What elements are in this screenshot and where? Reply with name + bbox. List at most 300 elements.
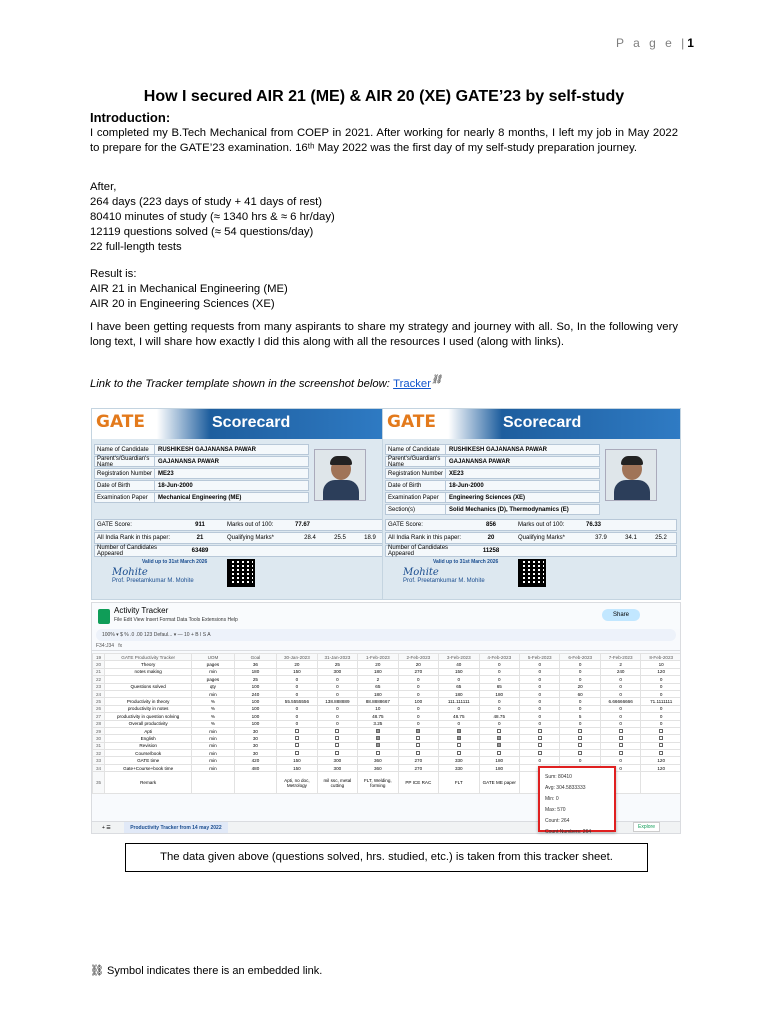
checkbox-cell[interactable]	[398, 750, 438, 757]
checkbox[interactable]	[619, 751, 623, 755]
value-cell[interactable]: 0	[519, 698, 559, 705]
validity: Valid up to 31st March 2026	[142, 559, 208, 565]
share-button[interactable]: Share	[602, 609, 640, 621]
popup-avg[interactable]: Avg: 304.5833333	[545, 785, 586, 791]
date-header: 2-Feb-2023	[398, 654, 438, 661]
checkbox[interactable]	[295, 743, 299, 747]
value-cell[interactable]: 10	[641, 661, 681, 668]
remark-cell[interactable]: GATE ME paper	[479, 772, 519, 794]
table-row: 33 GATE time min 420 150 300 360 270 330 180 0 0 0 120	[93, 757, 682, 764]
checkbox-cell[interactable]	[439, 742, 479, 749]
value-cell[interactable]: 0	[600, 713, 640, 720]
link-line-text: Link to the Tracker template shown in the screenshot below:	[90, 377, 394, 390]
checkbox[interactable]	[335, 751, 339, 755]
checkbox[interactable]	[376, 729, 380, 733]
date-header: 3-Feb-2023	[439, 654, 479, 661]
gate-score: 856	[485, 522, 496, 528]
checkbox-cell[interactable]	[398, 742, 438, 749]
checkbox[interactable]	[538, 736, 542, 740]
value-cell[interactable]: 0	[560, 698, 600, 705]
validity: Valid up to 31st March 2026	[433, 559, 499, 565]
checkbox-cell[interactable]	[358, 727, 398, 734]
value-cell[interactable]: 0	[317, 683, 357, 690]
uom-cell: %	[192, 720, 235, 727]
remark-cell[interactable]	[641, 772, 681, 794]
checkbox[interactable]	[659, 743, 663, 747]
value-cell[interactable]: 120	[641, 668, 681, 675]
value-cell[interactable]: 0	[479, 720, 519, 727]
date-header: 30-Jan-2023	[277, 654, 317, 661]
checkbox-cell[interactable]	[519, 750, 559, 757]
remark-cell[interactable]: FLT, Welding, forming	[358, 772, 398, 794]
checkbox-cell[interactable]	[519, 735, 559, 742]
marks: 77.67	[295, 522, 311, 528]
checkbox[interactable]	[295, 736, 299, 740]
table-row: 26 productivity in notes % 100 0 0 10 0 0 0 0 0 0 0	[93, 705, 682, 712]
row-label: English	[105, 735, 192, 742]
sum-summary-popup	[538, 766, 616, 835]
checkbox-cell[interactable]	[600, 742, 640, 749]
goal-cell: 100	[234, 713, 277, 720]
value-cell[interactable]: 0	[317, 690, 357, 697]
intro-paragraph: I completed my B.Tech Mechanical from COEP in 2021. After working for nearly 8 months, I left my job in May 2022 to prepare for the GATE’23 examination. 16ᵗʰ May 2022 was the first day of my self-study preparation journey.	[90, 127, 678, 154]
checkbox-cell[interactable]	[519, 742, 559, 749]
popup-sum[interactable]: Sum: 80410	[545, 774, 572, 780]
value-cell[interactable]: 0	[519, 668, 559, 675]
checkbox-cell[interactable]	[641, 750, 681, 757]
popup-max[interactable]: Max: 570	[545, 807, 566, 813]
value-cell[interactable]: 0	[519, 713, 559, 720]
checkbox-cell[interactable]	[439, 735, 479, 742]
checkbox-cell[interactable]	[519, 727, 559, 734]
remark-cell[interactable]: FLT	[439, 772, 479, 794]
checkbox-cell[interactable]	[317, 727, 357, 734]
value-cell[interactable]: 0	[560, 661, 600, 668]
value-cell[interactable]: 270	[398, 668, 438, 675]
scorecard-banner	[383, 409, 680, 439]
checkbox[interactable]	[578, 743, 582, 747]
value-cell[interactable]: 0	[479, 668, 519, 675]
uom-cell: min	[192, 750, 235, 757]
value-cell[interactable]: 150	[277, 764, 317, 771]
sheets-logo-icon	[98, 609, 110, 624]
candidate-photo	[605, 449, 657, 501]
table-row: 23 Questions solved qty 100 0 0 65 0 65 65 0 20 0 0	[93, 683, 682, 690]
value-cell[interactable]: 71.1111111	[641, 698, 681, 705]
checkbox-cell[interactable]	[641, 735, 681, 742]
uom-cell: min	[192, 742, 235, 749]
value-cell[interactable]: 0	[519, 683, 559, 690]
gate-logo: GATE	[96, 412, 145, 432]
checkbox-cell[interactable]	[560, 742, 600, 749]
checkbox[interactable]	[416, 729, 420, 733]
value-cell[interactable]: 180	[479, 757, 519, 764]
row-label: Gate+Course+book time	[105, 764, 192, 771]
value-cell[interactable]: 0	[560, 668, 600, 675]
value-cell[interactable]: 0	[641, 683, 681, 690]
value-cell[interactable]: 60	[560, 690, 600, 697]
checkbox-cell[interactable]	[317, 735, 357, 742]
value-cell[interactable]: 270	[398, 757, 438, 764]
checkbox-cell[interactable]	[641, 727, 681, 734]
value-cell[interactable]: 0	[398, 683, 438, 690]
value-cell[interactable]: 2	[600, 661, 640, 668]
value-cell[interactable]: 0	[600, 676, 640, 683]
value-cell[interactable]: 20	[358, 661, 398, 668]
column-header: UOM	[192, 654, 235, 661]
goal-cell: 30	[234, 735, 277, 742]
value-cell[interactable]: 150	[277, 757, 317, 764]
table-row: 30 English min 30	[93, 735, 682, 742]
value-cell[interactable]: 0	[600, 757, 640, 764]
value-cell[interactable]: 100	[398, 698, 438, 705]
value-cell[interactable]: 360	[358, 757, 398, 764]
sheet-titlebar	[92, 603, 680, 629]
checkbox-cell[interactable]	[398, 727, 438, 734]
checkbox[interactable]	[416, 751, 420, 755]
score-section: GATE Score: 911 Marks out of 100: 77.67 All India Rank in this paper: 21 Qualifying Marks* 28.4 25.5 18.9 Number of Candidates Appeared 63489	[94, 519, 386, 558]
value-cell[interactable]: 20	[560, 683, 600, 690]
value-cell[interactable]: 0	[479, 661, 519, 668]
after-item: 80410 minutes of study (≈ 1340 hrs & ≈ 6 hr/day)	[90, 211, 335, 223]
candidates: 63489	[191, 548, 209, 554]
value-cell[interactable]: 0	[277, 690, 317, 697]
table-row: 24 min 240 0 0 180 0 180 180 0 60 0 0	[93, 690, 682, 697]
checkbox[interactable]	[295, 729, 299, 733]
checkbox-cell[interactable]	[277, 735, 317, 742]
scorecard-title: Scorecard	[212, 414, 291, 431]
value-cell[interactable]: 0	[519, 720, 559, 727]
page-header	[616, 36, 694, 50]
row-label	[105, 676, 192, 683]
checkbox-cell[interactable]	[317, 742, 357, 749]
value-cell[interactable]: 240	[600, 668, 640, 675]
remark-cell[interactable]: Apti, no doc, Metrology	[277, 772, 317, 794]
table-row: 32 Course/book min 30	[93, 750, 682, 757]
air: 21	[196, 535, 204, 541]
row-label: productivity in question solving	[105, 713, 192, 720]
table-row: 31 Revision min 30	[93, 742, 682, 749]
value-cell[interactable]: 48.75	[479, 713, 519, 720]
row-label: Remark	[105, 772, 192, 794]
value-cell[interactable]: 180	[358, 690, 398, 697]
remark-cell[interactable]: PP ICE RAC	[398, 772, 438, 794]
value-cell[interactable]: 300	[317, 764, 357, 771]
value-cell[interactable]: 0	[398, 676, 438, 683]
value-cell[interactable]: 330	[439, 764, 479, 771]
value-cell[interactable]: 0	[439, 705, 479, 712]
checkbox[interactable]	[457, 729, 461, 733]
value-cell[interactable]: 20	[277, 661, 317, 668]
checkbox[interactable]	[659, 751, 663, 755]
goal-cell: 180	[234, 668, 277, 675]
value-cell[interactable]: 55.5555556	[277, 698, 317, 705]
after-item: 12119 questions solved (≈ 54 questions/day)	[90, 226, 314, 238]
uom-cell: min	[192, 690, 235, 697]
value-cell[interactable]: 300	[317, 757, 357, 764]
formula-bar: F34:J34 fx	[92, 641, 680, 651]
value-cell[interactable]: 0	[439, 720, 479, 727]
checkbox-cell[interactable]	[479, 742, 519, 749]
row-label: Productivity in theory	[105, 698, 192, 705]
date-header: 1-Feb-2023	[358, 654, 398, 661]
checkbox[interactable]	[659, 736, 663, 740]
checkbox-cell[interactable]	[277, 750, 317, 757]
checkbox[interactable]	[578, 751, 582, 755]
value-cell[interactable]: 0	[641, 690, 681, 697]
checkbox[interactable]	[376, 743, 380, 747]
detail-row: Examination Paper Mechanical Engineering (ME)	[94, 492, 309, 503]
checkbox[interactable]	[659, 729, 663, 733]
date-header: 31-Jan-2023	[317, 654, 357, 661]
checkbox-cell[interactable]	[277, 727, 317, 734]
tracker-link-line	[90, 372, 678, 392]
uom-cell: min	[192, 735, 235, 742]
value-cell[interactable]: 2	[358, 676, 398, 683]
value-cell[interactable]: 0	[600, 690, 640, 697]
checkbox-cell[interactable]	[560, 735, 600, 742]
checkbox[interactable]	[578, 729, 582, 733]
value-cell[interactable]: 0	[641, 713, 681, 720]
value-cell[interactable]: 88.8888667	[358, 698, 398, 705]
value-cell[interactable]: 0	[560, 676, 600, 683]
tracker-link[interactable]: Tracker	[393, 377, 431, 390]
checkbox-cell[interactable]	[479, 727, 519, 734]
checkbox[interactable]	[497, 736, 501, 740]
value-cell[interactable]: 0	[519, 690, 559, 697]
row-label: notes making	[105, 668, 192, 675]
checkbox[interactable]	[376, 751, 380, 755]
checkbox[interactable]	[335, 736, 339, 740]
checkbox-cell[interactable]	[641, 742, 681, 749]
value-cell[interactable]: 25	[317, 661, 357, 668]
row-label: GATE time	[105, 757, 192, 764]
row-label: Theory	[105, 661, 192, 668]
checkbox[interactable]	[538, 743, 542, 747]
checkbox-cell[interactable]	[479, 735, 519, 742]
value-cell[interactable]: 0	[277, 683, 317, 690]
value-cell[interactable]: 40	[439, 661, 479, 668]
row-label: Course/book	[105, 750, 192, 757]
signature: Mohite Prof. Preetamkumar M. Mohite	[112, 567, 194, 584]
value-cell[interactable]: 360	[358, 764, 398, 771]
value-cell[interactable]: 330	[439, 757, 479, 764]
value-cell[interactable]: 270	[398, 764, 438, 771]
checkbox[interactable]	[457, 751, 461, 755]
checkbox-cell[interactable]	[600, 727, 640, 734]
goal-cell: 30	[234, 742, 277, 749]
uom-cell: min	[192, 757, 235, 764]
row-label	[105, 690, 192, 697]
checkbox-cell[interactable]	[600, 735, 640, 742]
signature: Mohite Prof. Preetamkumar M. Mohite	[403, 567, 485, 584]
qr-code-icon	[518, 559, 546, 587]
checkbox-cell[interactable]	[398, 735, 438, 742]
value-cell[interactable]: 0	[398, 705, 438, 712]
checkbox-cell[interactable]	[600, 750, 640, 757]
uom-cell: pages	[192, 661, 235, 668]
checkbox[interactable]	[416, 736, 420, 740]
value-cell[interactable]: 0	[560, 720, 600, 727]
sheet-toolbar: 100% ▾ $ % .0 .00 123 Defaul... ▾ — 10 + B I S A	[96, 629, 676, 641]
checkbox[interactable]	[538, 729, 542, 733]
value-cell[interactable]: 120	[641, 757, 681, 764]
date-header: 8-Feb-2023	[641, 654, 681, 661]
value-cell[interactable]: 65	[439, 683, 479, 690]
row-label: Revision	[105, 742, 192, 749]
value-cell[interactable]: 6.66666666	[600, 698, 640, 705]
checkbox[interactable]	[619, 743, 623, 747]
value-cell[interactable]: 0	[317, 720, 357, 727]
checkbox-cell[interactable]	[358, 750, 398, 757]
value-cell[interactable]: 0	[479, 698, 519, 705]
value-cell[interactable]: 180	[439, 690, 479, 697]
checkbox-cell[interactable]	[560, 727, 600, 734]
value-cell[interactable]: 0	[641, 720, 681, 727]
value-cell[interactable]: 0	[560, 705, 600, 712]
after-item: 264 days (223 days of study + 41 days of rest)	[90, 196, 323, 208]
value-cell[interactable]: 3.25	[358, 720, 398, 727]
value-cell[interactable]: 0	[600, 705, 640, 712]
table-row: 25 Productivity in theory % 100 55.5555556 138.888889 88.8888667 100 111.111111 0 0 0 6.66666666 71.1111111	[93, 698, 682, 705]
checkbox[interactable]	[497, 743, 501, 747]
checkbox[interactable]	[335, 729, 339, 733]
value-cell[interactable]: 65	[479, 683, 519, 690]
value-cell[interactable]: 0	[398, 690, 438, 697]
result-item: AIR 20 in Engineering Sciences (XE)	[90, 298, 275, 310]
value-cell[interactable]: 48.75	[358, 713, 398, 720]
checkbox[interactable]	[497, 729, 501, 733]
table-row: 29 Apti min 30	[93, 727, 682, 734]
value-cell[interactable]: 0	[277, 720, 317, 727]
value-cell[interactable]: 0	[641, 676, 681, 683]
date-header: 4-Feb-2023	[479, 654, 519, 661]
value-cell[interactable]: 0	[317, 676, 357, 683]
row-label: productivity in notes	[105, 705, 192, 712]
checkbox[interactable]	[295, 751, 299, 755]
table-row: 20 Theory pages 36 20 25 20 20 40 0 0 0 2 10	[93, 661, 682, 668]
value-cell[interactable]: 0	[277, 713, 317, 720]
value-cell[interactable]: 180	[358, 668, 398, 675]
goal-cell: 100	[234, 720, 277, 727]
sheet-menu: File Edit View Insert Format Data Tools Extensions Help	[114, 617, 238, 623]
marks: 76.33	[586, 522, 602, 528]
popup-count[interactable]: Count: 264	[545, 818, 570, 824]
value-cell[interactable]: 5	[560, 713, 600, 720]
footnote: ⛓ Symbol indicates there is an embedded link.	[90, 965, 323, 977]
value-cell[interactable]: 111.111111	[439, 698, 479, 705]
value-cell[interactable]: 65	[358, 683, 398, 690]
value-cell[interactable]: 300	[317, 668, 357, 675]
value-cell[interactable]: 120	[641, 764, 681, 771]
uom-cell: pages	[192, 676, 235, 683]
goal-cell: 30	[234, 750, 277, 757]
value-cell[interactable]: 0	[317, 713, 357, 720]
value-cell[interactable]: 0	[600, 683, 640, 690]
checkbox-cell[interactable]	[358, 742, 398, 749]
value-cell[interactable]: 20	[398, 661, 438, 668]
value-cell[interactable]: 0	[600, 720, 640, 727]
checkbox[interactable]	[335, 743, 339, 747]
value-cell[interactable]: 0	[519, 705, 559, 712]
goal-cell: 240	[234, 690, 277, 697]
uom-cell: min	[192, 668, 235, 675]
value-cell[interactable]: 138.888889	[317, 698, 357, 705]
goal-cell: 100	[234, 698, 277, 705]
value-cell[interactable]: 0	[519, 676, 559, 683]
explore-button[interactable]: Explore	[633, 822, 660, 832]
value-cell[interactable]: 0	[479, 676, 519, 683]
after-list	[90, 180, 678, 255]
checkbox[interactable]	[538, 751, 542, 755]
checkbox-cell[interactable]	[277, 742, 317, 749]
scorecard-banner	[92, 409, 387, 439]
value-cell[interactable]: 0	[398, 720, 438, 727]
value-cell[interactable]: 48.75	[439, 713, 479, 720]
checkbox[interactable]	[416, 743, 420, 747]
checkbox[interactable]	[578, 736, 582, 740]
remark-cell[interactable]: mil ssc, metal cutting	[317, 772, 357, 794]
page-label: P a g e |	[616, 36, 688, 50]
checkbox[interactable]	[619, 729, 623, 733]
checkbox-cell[interactable]	[439, 727, 479, 734]
after-item: 22 full-length tests	[90, 241, 182, 253]
qr-code-icon	[227, 559, 255, 587]
value-cell[interactable]: 0	[519, 757, 559, 764]
value-cell[interactable]: 150	[439, 668, 479, 675]
uom-cell: qty	[192, 683, 235, 690]
value-cell[interactable]: 0	[600, 764, 640, 771]
value-cell[interactable]: 180	[479, 690, 519, 697]
value-cell[interactable]: 0	[560, 757, 600, 764]
checkbox-cell[interactable]	[479, 750, 519, 757]
checkbox-cell[interactable]	[439, 750, 479, 757]
value-cell[interactable]: 10	[358, 705, 398, 712]
value-cell[interactable]: 0	[317, 705, 357, 712]
checkbox-cell[interactable]	[317, 750, 357, 757]
strategy-paragraph: I have been getting requests from many aspirants to share my strategy and journey with all. So, In the following very long text, I will share how exactly I did this along with all the resources I used (along with links).	[90, 321, 678, 348]
detail-row: Name of Candidate RUSHIKESH GAJANANSA PAWAR	[94, 444, 309, 455]
link-chain-icon: ⛓	[430, 374, 443, 384]
value-cell[interactable]: 0	[277, 676, 317, 683]
checkbox-cell[interactable]	[358, 735, 398, 742]
uom-cell: %	[192, 713, 235, 720]
after-label: After,	[90, 181, 117, 193]
value-cell[interactable]: 150	[277, 668, 317, 675]
value-cell[interactable]: 180	[479, 764, 519, 771]
value-cell[interactable]: 0	[519, 661, 559, 668]
value-cell[interactable]: 0	[398, 713, 438, 720]
goal-cell: 480	[234, 764, 277, 771]
checkbox[interactable]	[619, 736, 623, 740]
scorecard-xe	[382, 408, 681, 600]
checkbox[interactable]	[376, 736, 380, 740]
value-cell[interactable]: 0	[641, 705, 681, 712]
checkbox[interactable]	[497, 751, 501, 755]
value-cell[interactable]: 0	[277, 705, 317, 712]
goal-cell: 100	[234, 683, 277, 690]
value-cell[interactable]: 0	[479, 705, 519, 712]
value-cell[interactable]: 0	[439, 676, 479, 683]
popup-min[interactable]: Min: 0	[545, 796, 559, 802]
popup-count-numbers[interactable]: Count Numbers: 264	[545, 829, 592, 835]
uom-cell: %	[192, 698, 235, 705]
checkbox[interactable]	[457, 736, 461, 740]
date-header: 6-Feb-2023	[560, 654, 600, 661]
checkbox-cell[interactable]	[560, 750, 600, 757]
sheet-tab[interactable]: Productivity Tracker from 14 may 2022	[124, 822, 227, 834]
checkbox[interactable]	[457, 743, 461, 747]
